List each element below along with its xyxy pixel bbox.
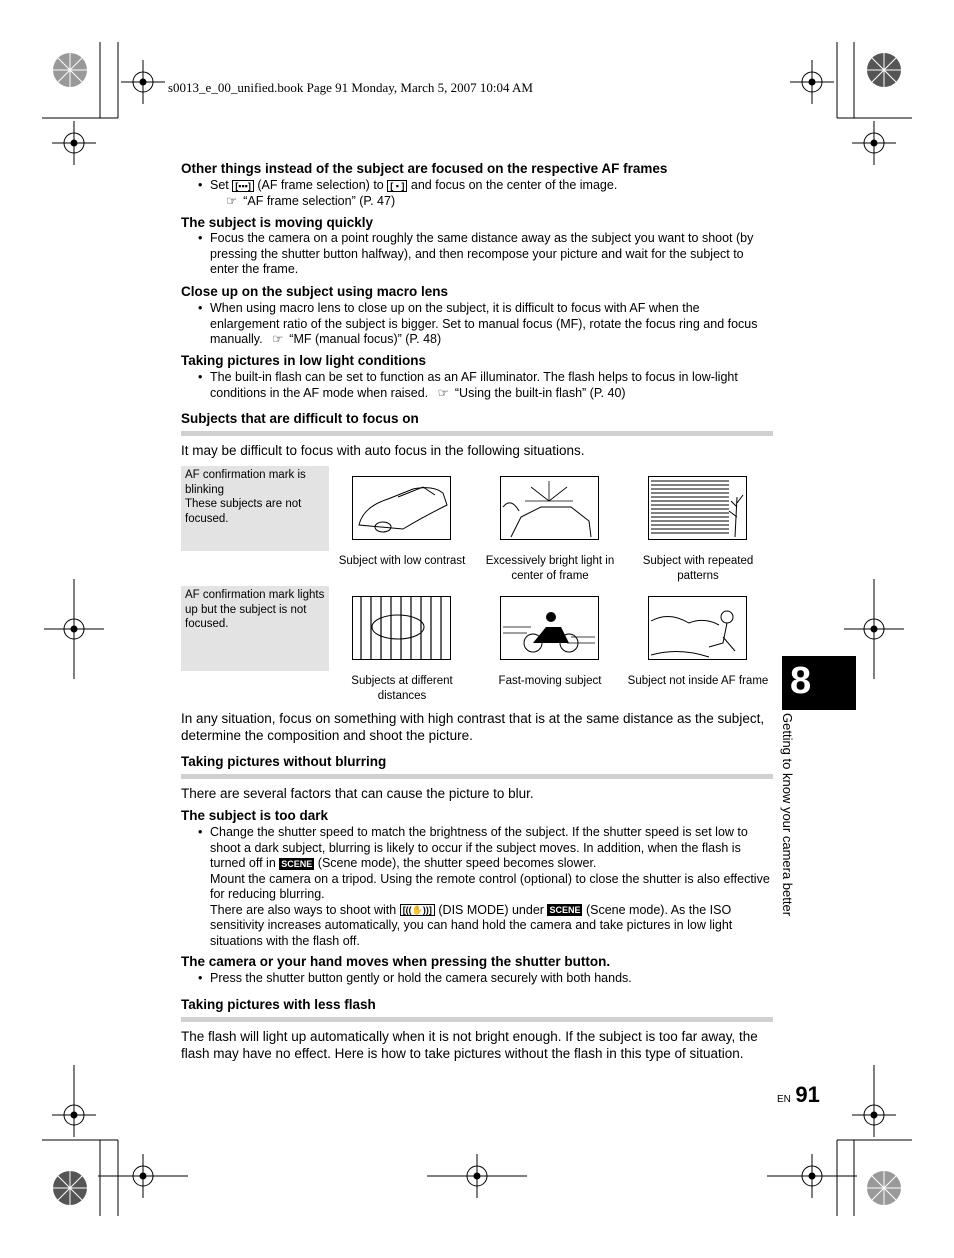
text: (Scene mode). As the ISO sensitivity increases automatically, you can hand hold the camera and take pictures in low light situations with the flash off.	[210, 902, 733, 948]
caption: Subject with low contrast	[338, 555, 466, 567]
af-frames-text	[210, 178, 772, 209]
bullet: •	[198, 231, 203, 245]
different-distances-illustration	[352, 596, 451, 660]
language-code: EN	[777, 1094, 791, 1105]
text: There are also ways to shoot with	[210, 902, 397, 917]
page-reference: “Using the built-in flash” (P. 40)	[454, 385, 626, 400]
macro-text	[210, 301, 772, 348]
bars-tiger-icon	[353, 597, 450, 659]
outside-af-frame-illustration	[648, 596, 747, 660]
blurring-intro: There are several factors that can cause the picture to blur.	[181, 786, 534, 801]
scene-mode-icon: SCENE	[281, 858, 313, 869]
person-sitting-icon	[649, 597, 746, 659]
bullet: •	[198, 178, 203, 192]
caption: Subjects at different distances	[351, 675, 453, 702]
section-rule	[181, 1017, 773, 1022]
page-number-value: 91	[795, 1082, 820, 1107]
caption: Subject with repeated patterns	[642, 555, 754, 582]
af-frame-center-icon: [ ▪ ]	[387, 180, 407, 192]
bullet: •	[198, 825, 203, 839]
difficult-outro: In any situation, focus on something with high contrast that is at the same distance as the subject, determine the composition and shoot the picture.	[181, 711, 765, 743]
heading-moving: The subject is moving quickly	[181, 215, 374, 230]
dis-mode-icon: [((✋))]	[400, 904, 435, 916]
af-lights-up-box: AF confirmation mark lights up but the subject is not focused.	[181, 586, 329, 671]
reference-icon: ☞	[437, 385, 449, 400]
caption: Subject not inside AF frame	[627, 675, 769, 687]
reference-icon: ☞	[272, 332, 284, 346]
page-reference: “AF frame selection” (P. 47)	[243, 193, 396, 208]
text: When using macro lens to close up on the subject, it is difficult to focus with AF when the enlargement ratio of the subject is bigger. Set to manual focus (MF), rotate the focus ring and focus manually.	[210, 301, 758, 346]
caption: Excessively bright light in center of frame	[485, 555, 615, 582]
low-contrast-illustration	[352, 476, 451, 540]
low-light-text	[210, 370, 772, 401]
repeated-patterns-illustration	[648, 476, 747, 540]
text: (Scene mode), the shutter speed becomes slower.	[317, 856, 597, 870]
heading-low-light: Taking pictures in low light conditions	[181, 353, 427, 368]
page-number	[777, 1082, 820, 1108]
text: and focus on the center of the image.	[410, 178, 618, 192]
heading-difficult-subjects: Subjects that are difficult to focus on	[181, 411, 419, 426]
af-frame-all-icon: [▪▪▪]	[232, 180, 254, 192]
heading-hand-moves: The camera or your hand moves when pressing the shutter button.	[181, 954, 611, 969]
text: Set	[210, 178, 229, 192]
text: Change the shutter speed to match the brightness of the subject. If the shutter speed is set low to shoot a dark subject, blurring is likely to occur if the subject moves. In addition, when the flash is turned off in	[210, 825, 748, 870]
reference-icon: ☞	[226, 193, 238, 208]
bullet: •	[198, 370, 203, 384]
heading-af-frames: Other things instead of the subject are focused on the respective AF frames	[181, 161, 668, 176]
motorcycle-icon	[501, 597, 598, 659]
af-blinking-box: AF confirmation mark is blinking These subjects are not focused.	[181, 466, 329, 551]
heading-macro: Close up on the subject using macro lens	[181, 284, 449, 299]
section-rule	[181, 431, 773, 436]
car-icon	[353, 477, 450, 539]
heading-less-flash: Taking pictures with less flash	[181, 997, 376, 1012]
fast-moving-illustration	[500, 596, 599, 660]
text: The built-in flash can be set to function as an AF illuminator. The flash helps to focus in low-light conditions in the AF mode when raised.	[210, 370, 738, 400]
chapter-label-text: Getting to know your camera better	[780, 713, 795, 917]
text: Mount the camera on a tripod. Using the remote control (optional) to close the shutter is also effective for reducing blurring.	[210, 871, 770, 901]
caption: Fast-moving subject	[498, 675, 602, 687]
text: (AF frame selection) to	[257, 178, 384, 192]
moving-text: Focus the camera on a point roughly the same distance away as the subject you want to shoot (by pressing the shutter button halfway), and then recompose your picture and wait for the subject to enter the frame.	[210, 231, 754, 276]
text: (DIS MODE) under	[438, 902, 544, 917]
heading-blurring: Taking pictures without blurring	[181, 754, 387, 769]
book-header: s0013_e_00_unified.book Page 91 Monday, March 5, 2007 10:04 AM	[168, 80, 533, 95]
heading-too-dark: The subject is too dark	[181, 808, 329, 823]
difficult-intro: It may be difficult to focus with auto focus in the following situations.	[181, 443, 585, 458]
less-flash-text: The flash will light up automatically when it is not bright enough. If the subject is too far away, the flash may have no effect. Here is how to take pictures without the flash in this type of situation.	[181, 1029, 758, 1061]
chapter-label	[777, 713, 797, 963]
bullet: •	[198, 301, 203, 315]
page-reference: “MF (manual focus)” (P. 48)	[289, 332, 442, 346]
scene-mode-icon: SCENE	[549, 905, 581, 916]
bright-light-illustration	[500, 476, 599, 540]
too-dark-text	[210, 825, 772, 949]
car-bright-light-icon	[501, 477, 598, 539]
stripes-icon	[649, 477, 746, 539]
hand-moves-text: Press the shutter button gently or hold the camera securely with both hands.	[210, 971, 632, 985]
chapter-number: 8	[790, 660, 812, 702]
bullet: •	[198, 971, 203, 985]
section-rule	[181, 774, 773, 779]
